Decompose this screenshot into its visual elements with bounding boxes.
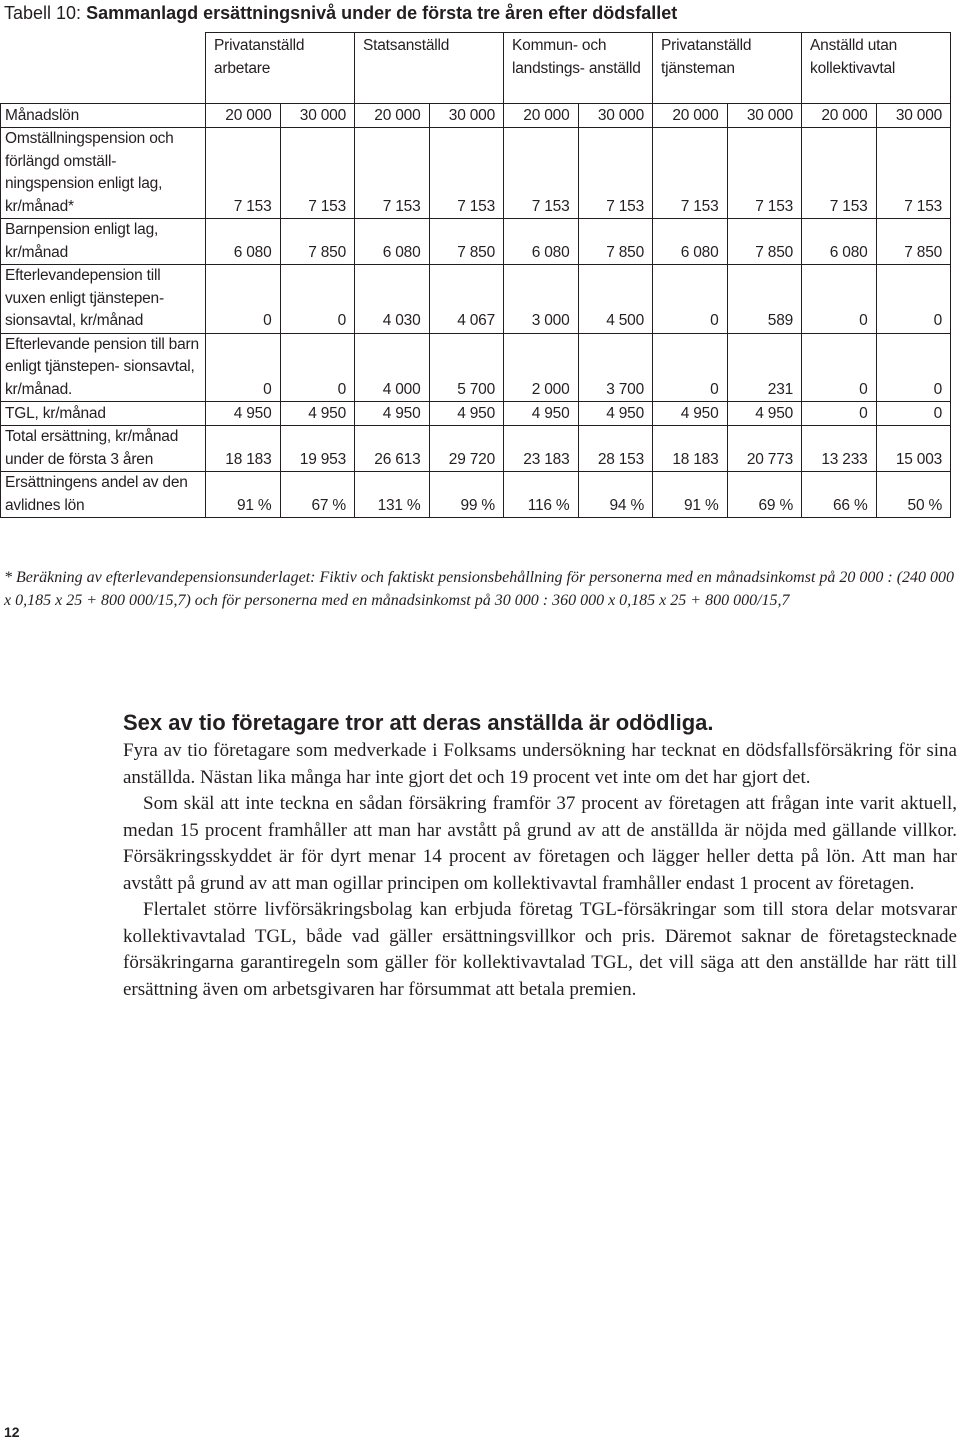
table-cell: 3 000 [504,265,579,334]
table-cell: 7 153 [727,128,802,219]
table-cell: 4 950 [653,402,728,426]
table-cell: 4 950 [578,402,653,426]
article [123,708,957,1003]
table-cell: 6 080 [504,219,579,265]
table-cell: 4 950 [504,402,579,426]
table-cell: 30 000 [429,104,504,128]
table-cell: 0 [280,265,355,334]
table-cell: 7 153 [206,128,281,219]
table-cell: 7 153 [876,128,951,219]
table-cell: 4 950 [727,402,802,426]
table-cell: 6 080 [355,219,430,265]
row-label: Omställningspension och förlängd omställ- ningspension enligt lag, kr/månad* [1,128,206,219]
table-cell: 0 [206,265,281,334]
table-cell: 94 % [578,472,653,518]
column-group-header: Privatanställd tjänsteman [653,33,802,104]
table-row [1,333,951,402]
table-cell: 0 [876,333,951,402]
article-paragraph: Flertalet större livförsäkringsbolag kan erbjuda företag TGL-försäkringar som till stora delar motsvarar kollektivavtalad TGL, både vad gäller ersättningsvillkor och pris. Däremot saknar de företagstecknade försäkringarna garantiregeln som gäller för kollektivavtalad TGL, det vill säga att den anställde har rätt till ersättning även om arbetsgivaren har försummat att betala premien. [123,899,957,1000]
compensation-table [0,32,951,518]
table-cell: 20 000 [802,104,877,128]
table-cell: 7 153 [578,128,653,219]
table-cell: 7 153 [504,128,579,219]
table-cell: 7 153 [280,128,355,219]
table-cell: 15 003 [876,426,951,472]
table-cell: 4 950 [429,402,504,426]
table-cell: 13 233 [802,426,877,472]
table-cell: 7 850 [578,219,653,265]
row-label: Månadslön [1,104,206,128]
table-number: Tabell 10: [4,3,82,23]
table-cell: 7 153 [429,128,504,219]
table-cell: 0 [802,402,877,426]
table-cell: 20 000 [504,104,579,128]
column-group-header: Privatanställd arbetare [206,33,355,104]
table-cell: 7 153 [653,128,728,219]
row-label: Total ersättning, kr/månad under de första 3 åren [1,426,206,472]
table-cell: 0 [653,265,728,334]
table-cell: 4 950 [280,402,355,426]
article-paragraph: Som skäl att inte teckna en sådan försäkring framför 37 procent av företagen att frågan inte varit aktuell, medan 15 procent framhåller att man har avstått på grund av att de anställda är nöjda med gällande villkor. Försäkringsskyddet är för dyrt menar 14 procent av företagen och lägger heller detta på lön. Att man har avstått på grund av att man ogillar principen om kollektivavtal framhåller endast 1 procent av företagen. [123,793,957,894]
table-cell: 30 000 [280,104,355,128]
table-cell: 20 000 [206,104,281,128]
table-cell: 6 080 [802,219,877,265]
table-cell: 18 183 [206,426,281,472]
table-cell: 29 720 [429,426,504,472]
table-cell: 2 000 [504,333,579,402]
table-cell: 7 850 [727,219,802,265]
table-row [1,402,951,426]
table-cell: 3 700 [578,333,653,402]
table-cell: 589 [727,265,802,334]
table-cell: 26 613 [355,426,430,472]
table-row [1,426,951,472]
table-cell: 4 950 [206,402,281,426]
table-cell: 20 000 [355,104,430,128]
table-cell: 131 % [355,472,430,518]
table-cell: 4 950 [355,402,430,426]
table-cell: 6 080 [206,219,281,265]
table-cell: 18 183 [653,426,728,472]
table-caption [4,0,677,26]
table-cell: 4 500 [578,265,653,334]
column-group-header: Anställd utan kollektivavtal [802,33,951,104]
table-row [1,219,951,265]
table-cell: 19 953 [280,426,355,472]
table-cell: 6 080 [653,219,728,265]
article-paragraph: Fyra av tio företagare som medverkade i Folksams undersökning har tecknat en dödsfallsförsäkring för sina anställda. Nästan lika många har inte gjort det och 19 procent vet inte om det har gjort det. [123,740,957,788]
table-cell: 5 700 [429,333,504,402]
header-corner [1,33,206,104]
table-cell: 116 % [504,472,579,518]
table-cell: 0 [802,265,877,334]
table-cell: 0 [802,333,877,402]
article-heading: Sex av tio företagare tror att deras anställda är odödliga. [123,710,714,735]
table-row [1,104,951,128]
table-cell: 20 773 [727,426,802,472]
row-label: Efterlevande pension till barn enligt tjänstepen- sionsavtal, kr/månad. [1,333,206,402]
table-cell: 0 [206,333,281,402]
table-cell: 7 153 [355,128,430,219]
page-number: 12 [4,1424,20,1440]
table-cell: 20 000 [653,104,728,128]
table-cell: 67 % [280,472,355,518]
table-cell: 0 [653,333,728,402]
table-cell: 30 000 [876,104,951,128]
table-cell: 0 [876,265,951,334]
column-group-header: Kommun- och landstings- anställd [504,33,653,104]
row-label: Efterlevandepension till vuxen enligt tjänstepen- sionsavtal, kr/månad [1,265,206,334]
table-cell: 0 [280,333,355,402]
table-cell: 0 [876,402,951,426]
table-cell: 30 000 [727,104,802,128]
table-cell: 30 000 [578,104,653,128]
table-title: Sammanlagd ersättningsnivå under de första tre åren efter dödsfallet [86,3,678,23]
table-cell: 7 850 [876,219,951,265]
table-cell: 50 % [876,472,951,518]
table-row [1,128,951,219]
row-label: TGL, kr/månad [1,402,206,426]
table-row [1,472,951,518]
table-cell: 7 850 [429,219,504,265]
table-cell: 7 850 [280,219,355,265]
table-cell: 91 % [653,472,728,518]
table-cell: 69 % [727,472,802,518]
table-cell: 4 067 [429,265,504,334]
table-row [1,265,951,334]
table-cell: 91 % [206,472,281,518]
table-footnote: * Beräkning av efterlevandepensionsunderlaget: Fiktiv och faktiskt pensionsbehållning för personerna med en månadsinkomst på 20 000 : (240 000 x 0,185 x 25 + 800 000/15,7) och för personerna med en månadsinkomst på 30 000 : 360 000 x 0,185 x 25 + 800 000/15,7 [4,569,955,609]
row-label: Ersättningens andel av den avlidnes lön [1,472,206,518]
table-cell: 4 030 [355,265,430,334]
table-cell: 231 [727,333,802,402]
table-cell: 7 153 [802,128,877,219]
table-cell: 28 153 [578,426,653,472]
table-cell: 66 % [802,472,877,518]
row-label: Barnpension enligt lag, kr/månad [1,219,206,265]
table-cell: 99 % [429,472,504,518]
column-group-header: Statsanställd [355,33,504,104]
table-cell: 23 183 [504,426,579,472]
table-header-row [1,33,951,104]
table-cell: 4 000 [355,333,430,402]
